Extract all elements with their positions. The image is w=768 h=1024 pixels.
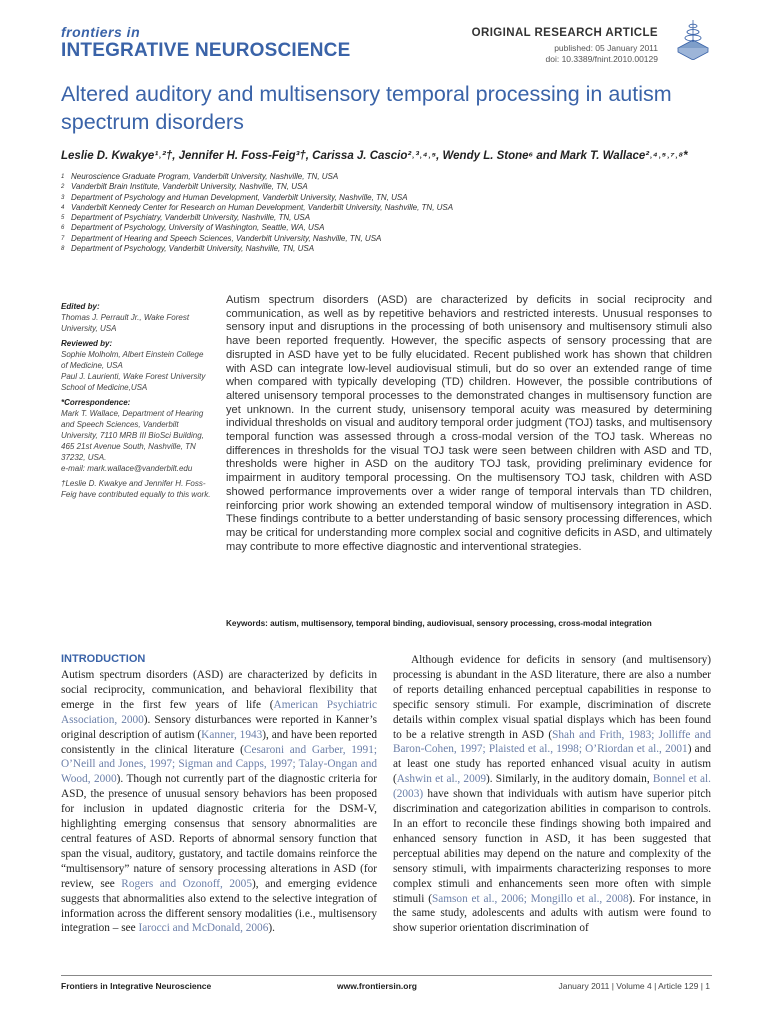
affiliation-text: Neuroscience Graduate Program, Vanderbilt University, Nashville, TN, USA — [71, 172, 339, 181]
affiliation-number: 2 — [61, 184, 65, 191]
footer-divider — [61, 975, 712, 976]
affiliation-text: Department of Hearing and Speech Sciences, Vanderbilt University, Nashville, TN, USA — [71, 233, 382, 243]
affiliation-text: Vanderbilt Kennedy Center for Research on Human Development, Vanderbilt University, Nashville, TN, USA — [71, 202, 454, 212]
affiliation-number: 4 — [61, 204, 65, 211]
abstract: Autism spectrum disorders (ASD) are characterized by deficits in social reciprocity and communication, as well as by repetitive behaviors and restricted interests. Unusual responses to sensory input and disruptions in the processing of both unisensory and multisensory stimuli also have been reported frequently. However, the specific aspects of sensory processing that are disrupted in ASD have yet to be fully elucidated. Recent published work has shown that children with ASD can integrate low-level audiovisual stimuli, but do so over an extended range of time when compared with typically developing (TD) children. However, the possible contributions of altered unisensory temporal processes to the demonstrated changes in multisensory function are yet unknown. In the current study, unisensory temporal acuity was measured by determining individual thresholds on visual and auditory temporal order judgment (TOJ) tasks, and multisensory temporal function was assessed through a cross-modal version of the TOJ task. Whereas no differences in thresholds for the visual TOJ task were seen between children with ASD and TD, thresholds were higher in ASD on the auditory TOJ task, providing preliminary evidence for impairment in auditory temporal processing. On the multisensory TOJ task, children with ASD showed performance improvements over a wider range of temporal intervals than TD children, reinforcing prior work showing an extended temporal window of multisensory integration in ASD. These findings contribute to a better understanding of basic sensory processing differences, which may be critical for understanding more complex social and cognitive deficits in ASD, and ultimately may contribute to more effective diagnostic and interventional strategies. — [226, 294, 712, 553]
correspondence-heading: *Correspondence: — [61, 398, 131, 407]
citation-link[interactable]: Rogers and Ozonoff, 2005 — [121, 877, 252, 890]
body-text: ). — [268, 922, 275, 935]
section-heading-introduction: INTRODUCTION — [61, 653, 146, 665]
footer-website-link[interactable]: www.frontiersin.org — [337, 981, 417, 991]
affiliation-item — [61, 182, 721, 192]
body-text: have shown that individuals with autism have superior pitch discrimination and categorization abilities in comparison to controls. In an effort to reconcile these findings showing both impaired and enhanced sensory function in ASD, it has been suggested that perceptual abilities may depend on the nature and complexity of the sensory stimuli, with impairments characterizing responses to more complex stimuli and enhancements seen more often with simple stimuli ( — [393, 788, 711, 905]
body-column-2 — [393, 653, 711, 936]
journal-logo-icon — [674, 18, 712, 60]
paragraph — [393, 653, 711, 936]
paragraph — [61, 668, 377, 936]
citation-link[interactable]: Cesaroni and Garber, 1991; O’Neill and Jones, 1997; Sigman and Capps, 1997; Talay-Ongan and Wood, 2000 — [61, 743, 377, 786]
citation-link[interactable]: Bonnel et al. (2003) — [393, 773, 711, 801]
citation-link[interactable]: Samson et al., 2006; Mongillo et al., 2008 — [431, 892, 629, 905]
body-text: ). Though not currently part of the diagnostic criteria for ASD, the presence of unusual sensory behaviors has been proposed for inclusion in updated diagnostic criteria for the DSM-V, highlighting emerging consensus that sensory abnormalities are central features of ASD. Reports of abnormal sensory function that span the visual, auditory, gustatory, and tactile domains reinforce the “multisensory” nature of sensory processing alterations in ASD (for review, see — [61, 773, 377, 890]
footer-journal: Frontiers in Integrative Neuroscience — [61, 981, 212, 991]
citation-link[interactable]: Kanner, 1943 — [201, 728, 263, 741]
body-text: ), and emerging evidence suggests that abnormalities also extend to the selective integration of information across the different sensory modalities (i.e., multisensory integration – see — [61, 877, 378, 935]
affiliation-text: Department of Psychology and Human Development, Vanderbilt University, Nashville, TN, USA — [71, 192, 408, 202]
reviewed-by-heading: Reviewed by: — [61, 339, 113, 348]
publication-info — [546, 43, 659, 65]
reviewer-1: Sophie Molholm, Albert Einstein College of Medicine, USA — [61, 350, 204, 370]
affiliation-list — [61, 172, 721, 254]
body-column-1 — [61, 668, 377, 936]
affiliation-number: 7 — [61, 235, 65, 242]
body-text: ) and at least one study has reported enhanced visual acuity in autism ( — [393, 743, 711, 786]
body-text: Although evidence for deficits in sensory (and multisensory) processing is abundant in the ASD literature, there are also a number of reports detailing enhanced perceptual capabilities in response to specific sensory stimuli. For example, discrimination of discrete details within complex visual spatial displays which has been found to be a relative strength in ASD ( — [393, 654, 711, 741]
affiliation-text: Vanderbilt Brain Institute, Vanderbilt University, Nashville, TN, USA — [71, 182, 308, 192]
affiliation-item — [61, 244, 721, 254]
citation-link[interactable]: Shah and Frith, 1983; Jolliffe and Baron-Cohen, 1997; Plaisted et al., 1998; O’Riordan et al., 2001 — [393, 728, 711, 756]
keywords: Keywords: autism, multisensory, temporal binding, audiovisual, sensory processing, cross-modal integration — [226, 619, 652, 628]
affiliation-text: Department of Psychology, Vanderbilt University, Nashville, TN, USA — [71, 244, 315, 254]
edited-by: Thomas J. Perrault Jr., Wake Forest University, USA — [61, 313, 190, 333]
body-text: Autism spectrum disorders (ASD) are characterized by deficits in social reciprocity, communication, and behavioral flexibility that emerge in the first few years of life ( — [61, 669, 377, 711]
affiliation-item — [61, 172, 721, 182]
article-title: Altered auditory and multisensory temporal processing in autism spectrum disorders — [61, 82, 672, 134]
body-text: ), and have been reported consistently in the clinical literature ( — [61, 728, 377, 756]
sidebar-info — [61, 297, 211, 500]
citation-link[interactable]: American Psychiatric Association, 2000 — [61, 698, 377, 726]
affiliation-item — [61, 223, 721, 233]
affiliation-item — [61, 234, 721, 244]
reviewer-2: Paul J. Laurienti, Wake Forest University School of Medicine,USA — [61, 372, 206, 392]
affiliation-text: Department of Psychiatry, Vanderbilt University, Nashville, TN, USA — [71, 213, 311, 223]
article-type: ORIGINAL RESEARCH ARTICLE — [471, 27, 658, 39]
author-list: Leslie D. Kwakye¹˒²†, Jennifer H. Foss-Feig³†, Carissa J. Cascio²˒³˒⁴˒⁵, Wendy L. Stone⁶ and Mark T. Wallace²˒⁴˒⁵˒⁷˒⁸* — [61, 150, 688, 162]
correspondence-email: e-mail: mark.wallace@vanderbilt.edu — [61, 464, 193, 473]
affiliation-number: 8 — [61, 246, 65, 253]
affiliation-text: Department of Psychology, University of Washington, Seattle, WA, USA — [71, 223, 325, 233]
affiliation-item — [61, 193, 721, 203]
body-text: ). For instance, in the same study, adolescents and adults with autism were found to show superior orientation discrimination of — [393, 892, 711, 935]
affiliation-number: 6 — [61, 225, 65, 232]
affiliation-item — [61, 213, 721, 223]
doi: doi: 10.3389/fnint.2010.00129 — [545, 54, 658, 64]
journal-top-label: frontiers in — [61, 24, 141, 40]
published-date: published: 05 January 2011 — [554, 43, 658, 53]
body-text: ). Similarly, in the auditory domain, — [486, 773, 653, 786]
affiliation-item — [61, 203, 721, 213]
journal-name: INTEGRATIVE NEUROSCIENCE — [61, 40, 351, 61]
citation-link[interactable]: Iarocci and McDonald, 2006 — [138, 922, 269, 935]
affiliation-number: 1 — [61, 174, 65, 180]
affiliation-number: 3 — [61, 194, 65, 201]
footer-issue-info: January 2011 | Volume 4 | Article 129 | 1 — [558, 981, 710, 991]
edited-by-heading: Edited by: — [61, 302, 100, 311]
correspondence-address: Mark T. Wallace, Department of Hearing and Speech Sciences, Vanderbilt University, 7110 MRB III BioSci Building, 465 21st Avenue South, Nashville, TN 37232, USA. — [61, 409, 204, 462]
affiliation-number: 5 — [61, 215, 65, 222]
citation-link[interactable]: Ashwin et al., 2009 — [396, 773, 487, 786]
equal-contribution-note: †Leslie D. Kwakye and Jennifer H. Foss-Feig have contributed equally to this work. — [61, 479, 211, 499]
body-text: ). Sensory disturbances were reported in Kanner’s original description of autism ( — [61, 713, 377, 741]
